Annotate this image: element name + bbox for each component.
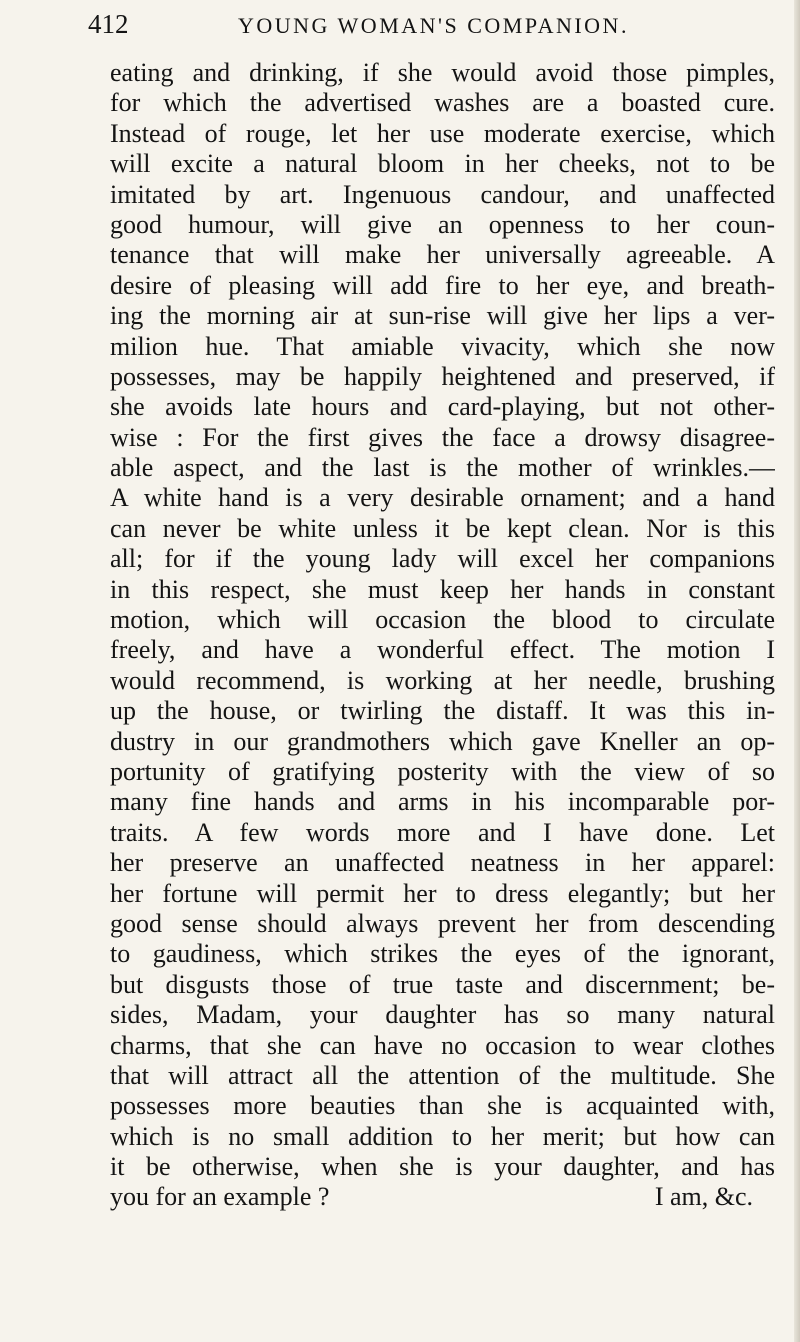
final-line-text: you for an example ? [110,1182,330,1212]
text-line: many fine hands and arms in his incomparable por- [110,787,775,817]
text-line: milion hue. That amiable vivacity, which she now [110,331,775,361]
text-line: ing the morning air at sun-rise will give her lips a ver- [110,301,775,331]
text-line: good humour, will give an openness to her coun- [110,209,775,239]
text-line: good sense should always prevent her from descending [110,908,775,938]
text-line: possesses more beauties than she is acquainted with, [110,1091,775,1121]
text-line: freely, and have a wonderful effect. The motion I [110,635,775,665]
text-line: she avoids late hours and card-playing, but not other- [110,392,775,422]
body-text [110,58,775,1213]
text-line: traits. A few words more and I have done. Let [110,817,775,847]
text-line: desire of pleasing will add fire to her eye, and breath- [110,270,775,300]
text-line: that will attract all the attention of the multitude. She [110,1060,775,1090]
text-line: will excite a natural bloom in her cheeks, not to be [110,149,775,179]
text-line: but disgusts those of true taste and discernment; be- [110,969,775,999]
text-line: for which the advertised washes are a boasted cure. [110,88,775,118]
text-line: imitated by art. Ingenuous candour, and unaffected [110,179,775,209]
text-line: sides, Madam, your daughter has so many natural [110,1000,775,1030]
text-line: to gaudiness, which strikes the eyes of the ignorant, [110,939,775,969]
text-line: A white hand is a very desirable ornament; and a hand [110,483,775,513]
text-line: motion, which will occasion the blood to circulate [110,605,775,635]
text-line: portunity of gratifying posterity with the view of so [110,756,775,786]
text-line: can never be white unless it be kept clean. Nor is this [110,513,775,543]
text-line: which is no small addition to her merit; but how can [110,1121,775,1151]
text-line: Instead of rouge, let her use moderate exercise, which [110,118,775,148]
page-header [88,6,728,46]
text-line: charms, that she can have no occasion to wear clothes [110,1030,775,1060]
text-line: tenance that will make her universally agreeable. A [110,240,775,270]
text-line: would recommend, is working at her needle, brushing [110,665,775,695]
text-line: her fortune will permit her to dress elegantly; but her [110,878,775,908]
text-line: able aspect, and the last is the mother of wrinkles.— [110,453,775,483]
text-line: dustry in our grandmothers which gave Kneller an op- [110,726,775,756]
running-head: YOUNG WOMAN'S COMPANION. [238,13,629,38]
text-line: her preserve an unaffected neatness in her apparel: [110,848,775,878]
final-text-line [110,1182,775,1212]
text-line: possesses, may be happily heightened and preserved, if [110,361,775,391]
text-line: all; for if the young lady will excel her companions [110,544,775,574]
text-line: in this respect, she must keep her hands in constant [110,574,775,604]
text-line: eating and drinking, if she would avoid those pimples, [110,58,775,87]
page-number: 412 [88,9,129,39]
text-line: it be otherwise, when she is your daughter, and has [110,1152,775,1182]
page-spine-edge [794,0,800,1342]
letter-closing: I am, &c. [654,1182,753,1212]
text-line: up the house, or twirling the distaff. It was this in- [110,696,775,726]
text-line: wise : For the first gives the face a drowsy disagree- [110,422,775,452]
